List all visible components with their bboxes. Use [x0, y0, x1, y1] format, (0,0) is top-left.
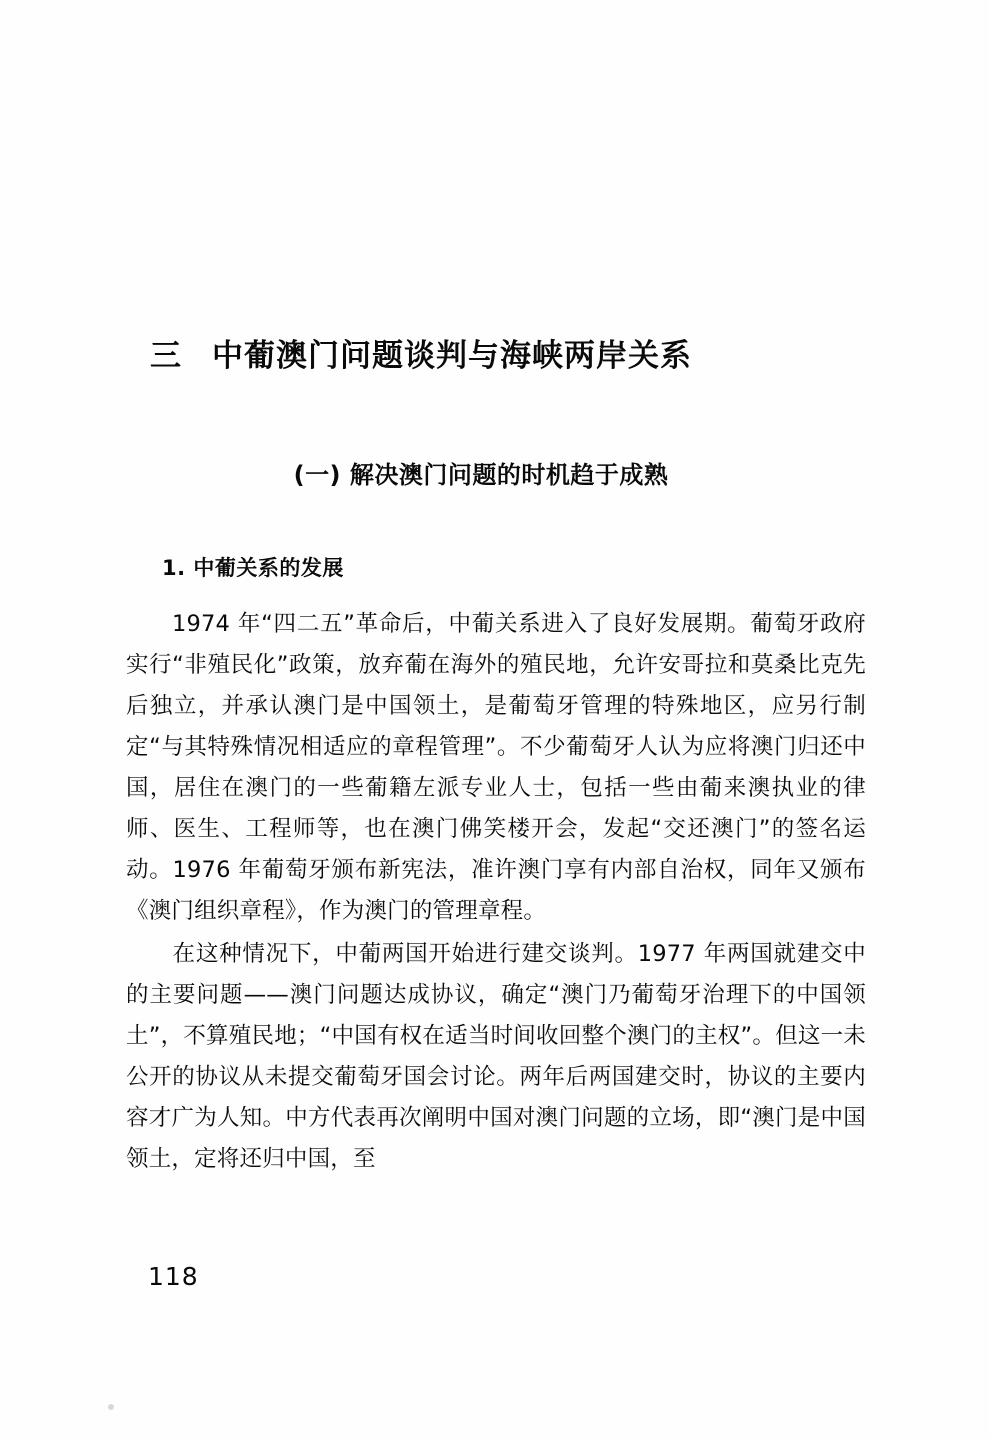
item-heading: 1. 中葡关系的发展 — [162, 556, 344, 580]
paragraph-text: 1974 年“四二五”革命后，中葡关系进入了良好发展期。葡萄牙政府实行“非殖民化”政策，放弃葡在海外的殖民地，允许安哥拉和莫桑比克先后独立，并承认澳门是中国领土，是葡萄牙管理的特殊地区，应另行制定“与其特殊情况相适应的章程管理”。不少葡萄牙人认为应将澳门归还中国，居住在澳门的一些葡籍左派专业人士，包括一些由葡来澳执业的律师、医生、工程师等，也在澳门佛笑楼开会，发起“交还澳门”的签名运动。1976 年葡萄牙颁布新宪法，准许澳门享有内部自治权，同年又颁布《澳门组织章程》，作为澳门的管理章程。 — [126, 611, 866, 924]
section-number: 三 — [150, 338, 182, 374]
subsection-heading: (一) 解决澳门问题的时机趋于成熟 — [293, 461, 669, 489]
paragraph-text: 在这种情况下，中葡两国开始进行建交谈判。1977 年两国就建交中的主要问题——澳门问题达成协议，确定“澳门乃葡萄牙治理下的中国领土”，不算殖民地；“中国有权在适当时间收回整个澳门的主权”。但这一未公开的协议从未提交葡萄牙国会讨论。两年后两国建交时，协议的主要内容才广为人知。中方代表再次阐明中国对澳门问题的立场，即“澳门是中国领土，定将还归中国，至 — [126, 941, 866, 1172]
page-content — [126, 330, 866, 1180]
section-title-text: 中葡澳门问题谈判与海峡两岸关系 — [212, 338, 692, 374]
body-paragraph-1 — [126, 604, 866, 932]
section-heading — [150, 330, 866, 375]
page-smudge — [108, 1404, 114, 1410]
page-number: 118 — [148, 1262, 199, 1291]
body-paragraph-2 — [126, 934, 866, 1180]
